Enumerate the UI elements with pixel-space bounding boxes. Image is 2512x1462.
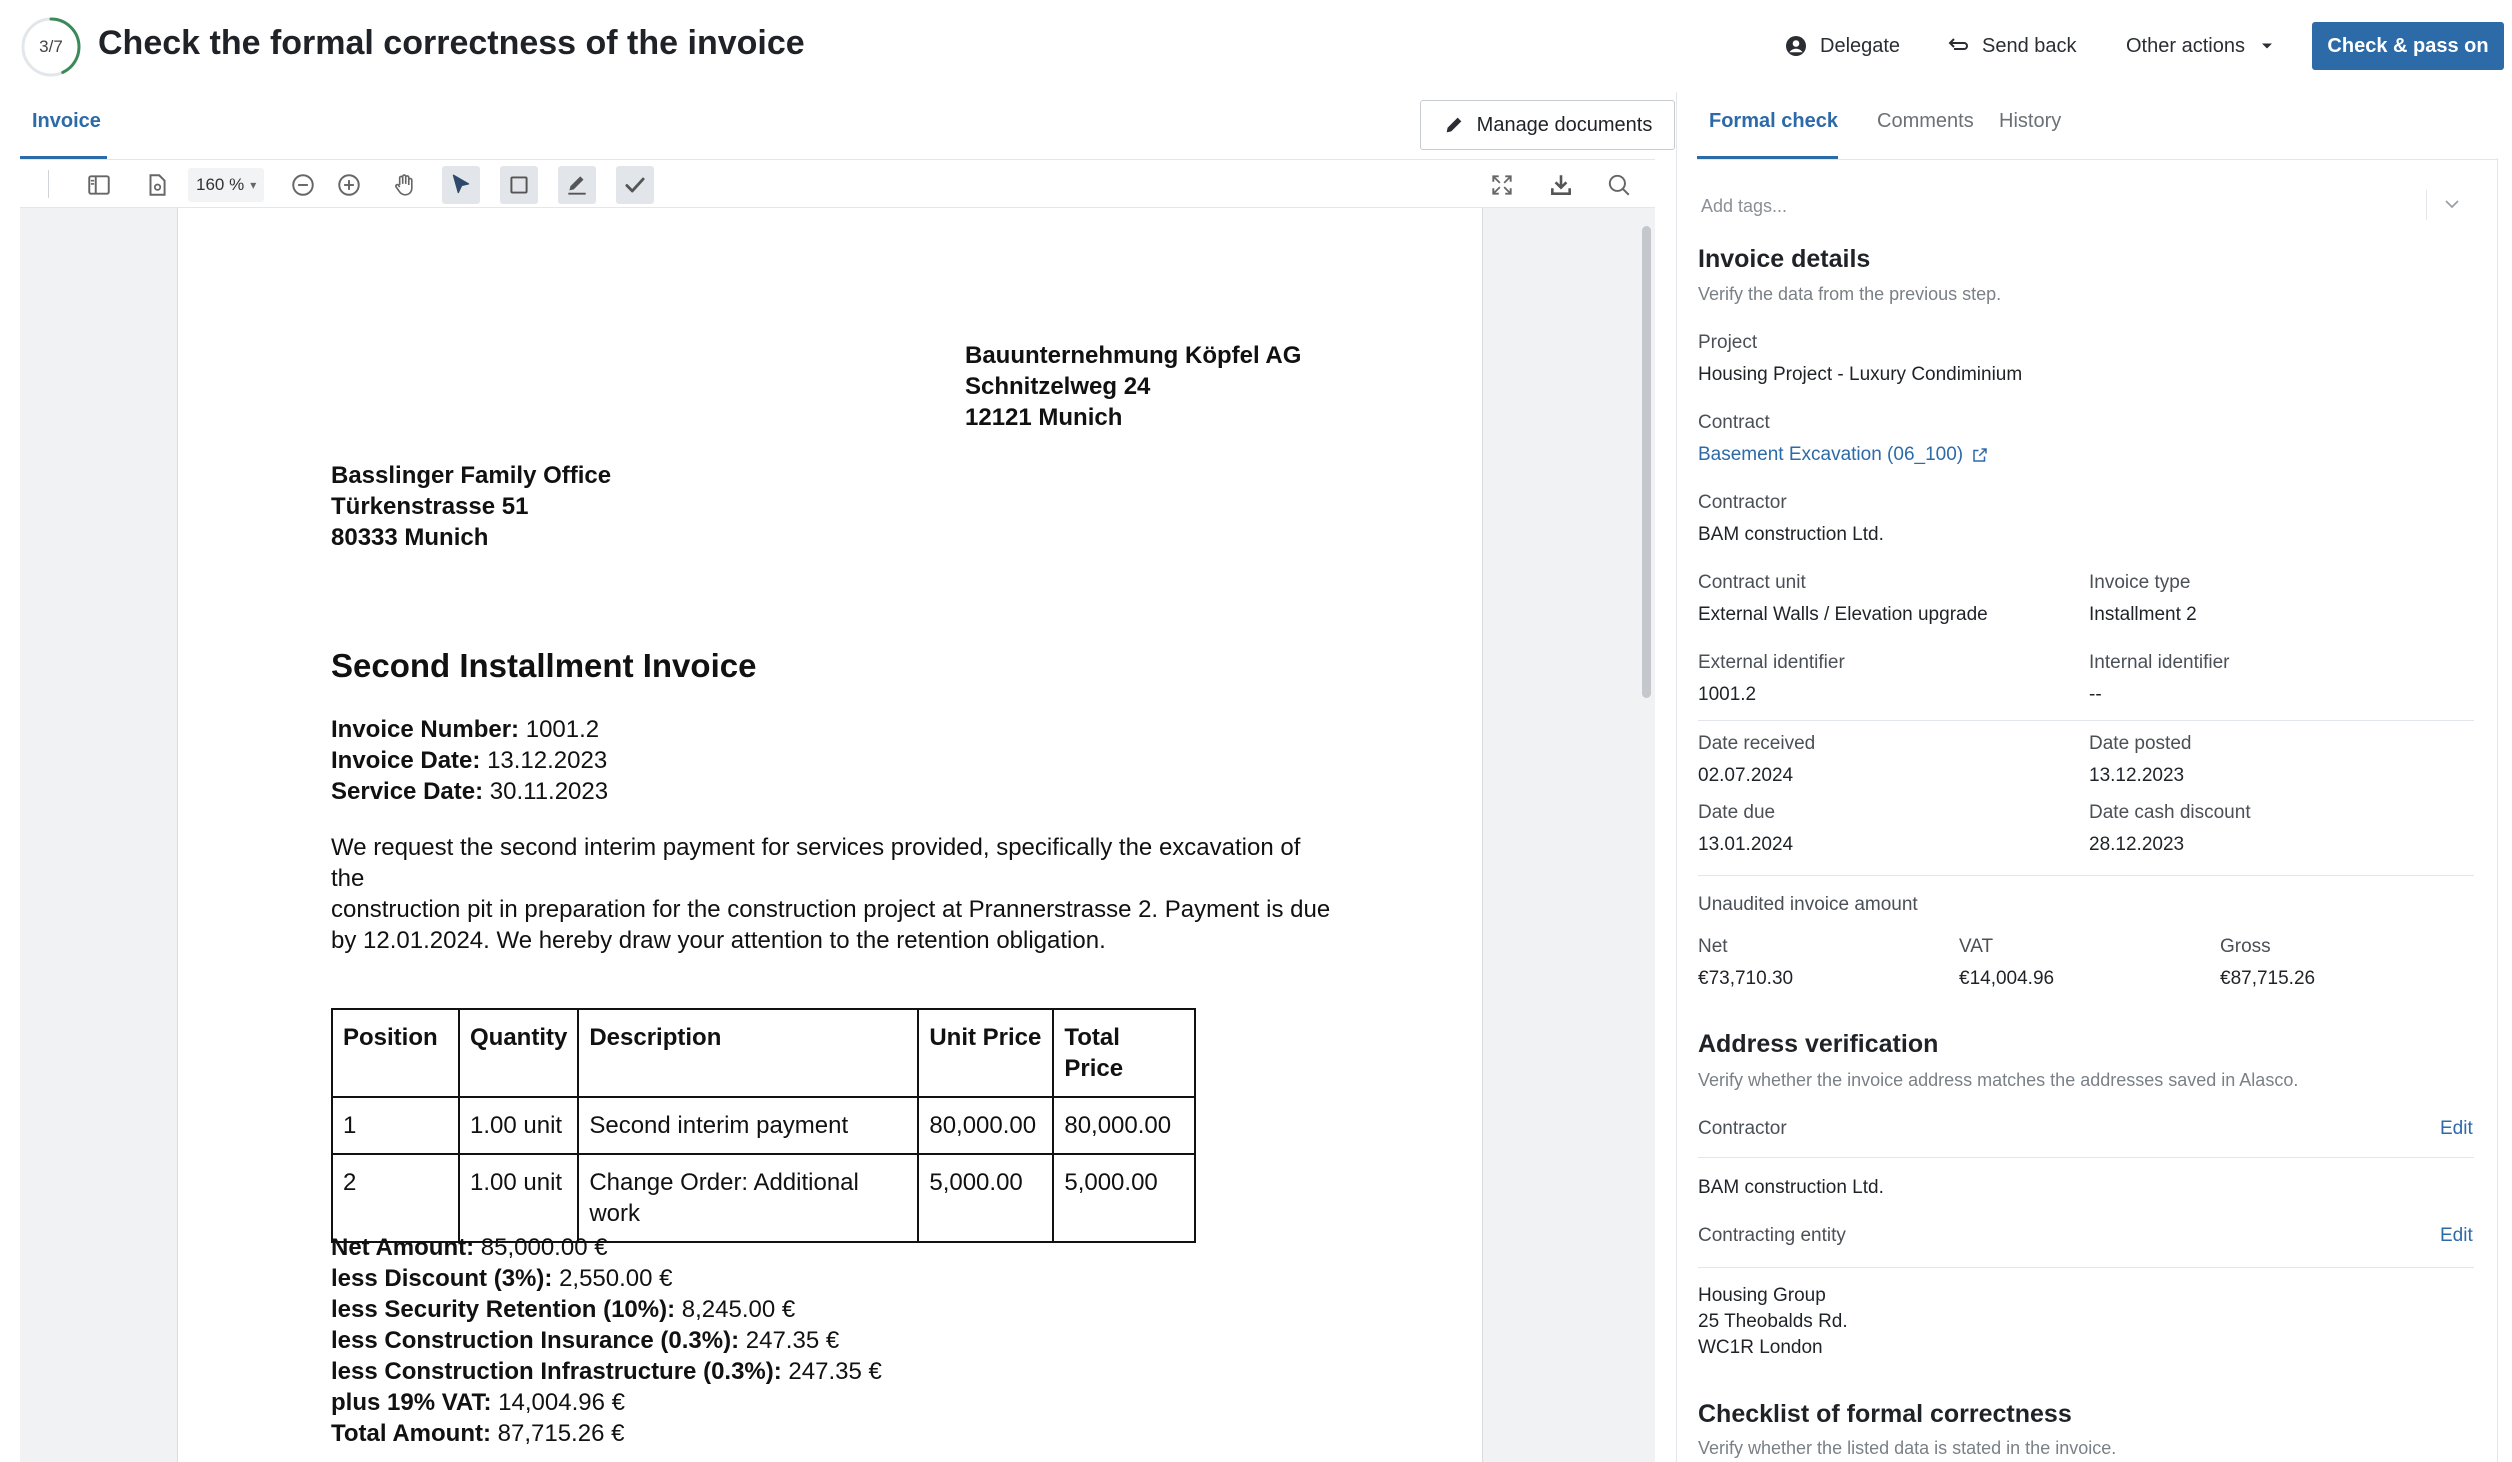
meta-row bbox=[331, 776, 608, 807]
total-row bbox=[331, 1263, 882, 1294]
meta-value: 1001.2 bbox=[525, 716, 600, 743]
invoice-details-title: Invoice details bbox=[1698, 245, 1871, 273]
table-cell: 80,000.00 bbox=[918, 1097, 1053, 1154]
gross-value: €87,715.26 bbox=[2220, 968, 2316, 989]
external-link-icon bbox=[1971, 446, 1989, 464]
recipient-line: Basslinger Family Office bbox=[331, 462, 612, 489]
address-contractor-value: BAM construction Ltd. bbox=[1698, 1177, 1884, 1198]
edit-contracting-entity-link[interactable]: Edit bbox=[2440, 1225, 2473, 1246]
contractor-label: Contractor bbox=[1698, 492, 1787, 513]
address-verification-subtitle: Verify whether the invoice address matches the addresses saved in Alasco. bbox=[1698, 1070, 2299, 1090]
divider bbox=[1698, 1157, 2474, 1158]
date-received-label: Date received bbox=[1698, 733, 1816, 754]
table-cell: 5,000.00 bbox=[1053, 1154, 1195, 1242]
chevron-down-icon: ▾ bbox=[250, 178, 257, 192]
total-label: less Security Retention (10%): bbox=[331, 1296, 676, 1323]
total-row bbox=[331, 1387, 882, 1418]
pdf-toolbar bbox=[20, 160, 1655, 208]
invoice-type-value: Installment 2 bbox=[2089, 604, 2197, 625]
contract-label: Contract bbox=[1698, 412, 1770, 433]
total-value: 85,000.00 € bbox=[480, 1234, 608, 1261]
table-row bbox=[332, 1097, 1195, 1154]
chevron-down-icon[interactable] bbox=[2440, 192, 2464, 216]
external-identifier-value: 1001.2 bbox=[1698, 684, 1757, 705]
internal-identifier-label: Internal identifier bbox=[2089, 652, 2230, 673]
check-and-pass-on-button[interactable]: Check & pass on bbox=[2312, 22, 2504, 70]
page-view-button[interactable] bbox=[138, 166, 176, 204]
document-tabs bbox=[20, 92, 1655, 160]
total-value: 8,245.00 € bbox=[681, 1296, 796, 1323]
entity-address-line: 25 Theobalds Rd. bbox=[1698, 1311, 1848, 1332]
other-actions-dropdown[interactable] bbox=[2126, 28, 2277, 64]
project-value: Housing Project - Luxury Condiminium bbox=[1698, 364, 2023, 385]
total-label: Net Amount: bbox=[331, 1234, 475, 1261]
tab-invoice[interactable]: Invoice bbox=[32, 110, 101, 132]
date-due-label: Date due bbox=[1698, 802, 1776, 823]
edit-contractor-link[interactable]: Edit bbox=[2440, 1118, 2473, 1139]
sender-line: Schnitzelweg 24 bbox=[965, 373, 1151, 400]
pdf-viewer[interactable] bbox=[20, 208, 1655, 1462]
viewer-scrollbar[interactable] bbox=[1642, 226, 1651, 698]
hand-icon bbox=[391, 172, 417, 198]
expand-icon bbox=[1489, 172, 1515, 198]
search-document-button[interactable] bbox=[1600, 166, 1638, 204]
pen-icon bbox=[564, 172, 590, 198]
column-header: Total Price bbox=[1053, 1009, 1195, 1097]
date-posted-label: Date posted bbox=[2089, 733, 2192, 754]
address-contractor-label: Contractor bbox=[1698, 1118, 1787, 1139]
page-title: Check the formal correctness of the invoice bbox=[98, 24, 805, 62]
total-value: 247.35 € bbox=[745, 1327, 840, 1354]
search-icon bbox=[1606, 172, 1632, 198]
progress-counter: 3/7 bbox=[39, 37, 63, 56]
line-items-table bbox=[331, 1008, 1196, 1243]
checklist-title: Checklist of formal correctness bbox=[1698, 1400, 2072, 1428]
toolbar-divider bbox=[48, 170, 49, 198]
sidebar-icon bbox=[86, 172, 112, 198]
pencil-icon bbox=[1443, 114, 1465, 136]
table-cell: Change Order: Additional work bbox=[578, 1154, 918, 1242]
total-value: 14,004.96 € bbox=[498, 1389, 625, 1416]
send-back-icon bbox=[1946, 34, 1970, 58]
vat-label: VAT bbox=[1959, 936, 1994, 957]
cursor-icon bbox=[448, 172, 474, 198]
total-row bbox=[331, 1232, 882, 1263]
net-value: €73,710.30 bbox=[1698, 968, 1794, 989]
gross-label: Gross bbox=[2220, 936, 2271, 957]
fullscreen-button[interactable] bbox=[1483, 166, 1521, 204]
column-header: Description bbox=[578, 1009, 918, 1097]
caret-down-icon bbox=[2257, 36, 2277, 56]
delegate-label: Delegate bbox=[1820, 34, 1901, 57]
divider bbox=[1698, 875, 2474, 876]
checklist-subtitle: Verify whether the listed data is stated in the invoice. bbox=[1698, 1438, 2117, 1458]
paragraph-line: We request the second interim payment for services provided, specifically the excavation of the bbox=[331, 834, 1301, 892]
table-cell: 80,000.00 bbox=[1053, 1097, 1195, 1154]
delegate-button[interactable] bbox=[1784, 28, 1900, 64]
recipient-line: 80333 Munich bbox=[331, 524, 489, 551]
manage-documents-label: Manage documents bbox=[1476, 113, 1653, 136]
project-label: Project bbox=[1698, 332, 1758, 353]
user-circle-icon bbox=[1784, 34, 1808, 58]
rectangle-tool-button[interactable] bbox=[500, 166, 538, 204]
tab-formal-check[interactable]: Formal check bbox=[1709, 110, 1838, 132]
zoom-select[interactable] bbox=[188, 168, 264, 202]
paragraph-line: by 12.01.2024. We hereby draw your attention to the retention obligation. bbox=[331, 927, 1106, 954]
checkmark-icon bbox=[622, 172, 648, 198]
invoice-totals bbox=[331, 1232, 882, 1449]
table-row bbox=[332, 1154, 1195, 1242]
total-label: plus 19% VAT: bbox=[331, 1389, 492, 1416]
zoom-out-icon bbox=[290, 172, 316, 198]
total-row bbox=[331, 1294, 882, 1325]
send-back-button[interactable] bbox=[1946, 28, 2077, 64]
invoice-details-subtitle: Verify the data from the previous step. bbox=[1698, 284, 2002, 304]
table-cell: 5,000.00 bbox=[918, 1154, 1053, 1242]
download-button[interactable] bbox=[1542, 166, 1580, 204]
divider bbox=[1698, 720, 2474, 721]
entity-address-line: Housing Group bbox=[1698, 1285, 1826, 1306]
total-value: 247.35 € bbox=[788, 1358, 882, 1385]
total-value: 87,715.26 € bbox=[497, 1420, 625, 1447]
contract-unit-value: External Walls / Elevation upgrade bbox=[1698, 604, 1988, 625]
divider bbox=[1698, 1267, 2474, 1268]
date-cash-discount-label: Date cash discount bbox=[2089, 802, 2251, 823]
meta-label: Service Date: bbox=[331, 778, 484, 805]
total-label: less Construction Insurance (0.3%): bbox=[331, 1327, 740, 1354]
column-header: Quantity bbox=[459, 1009, 578, 1097]
active-tab-indicator bbox=[1697, 156, 1838, 159]
sender-line: Bauunternehmung Köpfel AG bbox=[965, 342, 1302, 369]
table-cell: 1.00 unit bbox=[459, 1154, 578, 1242]
zoom-out-button[interactable] bbox=[284, 166, 322, 204]
tab-comments[interactable]: Comments bbox=[1877, 110, 1974, 132]
total-row bbox=[331, 1325, 882, 1356]
total-label: Total Amount: bbox=[331, 1420, 491, 1447]
meta-label: Invoice Number: bbox=[331, 716, 520, 743]
zoom-in-button[interactable] bbox=[330, 166, 368, 204]
panel-tabs bbox=[1697, 92, 2497, 160]
contractor-value: BAM construction Ltd. bbox=[1698, 524, 1884, 545]
recipient-address bbox=[331, 460, 611, 553]
meta-row bbox=[331, 745, 608, 776]
zoom-in-icon bbox=[336, 172, 362, 198]
total-row bbox=[331, 1418, 882, 1449]
external-identifier-label: External identifier bbox=[1698, 652, 1845, 673]
entity-address-line: WC1R London bbox=[1698, 1337, 1823, 1358]
contract-unit-label: Contract unit bbox=[1698, 572, 1806, 593]
other-actions-label: Other actions bbox=[2126, 34, 2245, 57]
total-label: less Discount (3%): bbox=[331, 1265, 553, 1292]
tags-input[interactable]: Add tags... bbox=[1701, 196, 1788, 216]
zoom-value: 160 % bbox=[196, 175, 245, 194]
document-icon bbox=[144, 172, 170, 198]
send-back-label: Send back bbox=[1982, 34, 2077, 57]
meta-value: 13.12.2023 bbox=[487, 747, 608, 774]
tags-divider bbox=[2426, 190, 2427, 220]
invoice-paragraph bbox=[331, 832, 1331, 956]
tab-history[interactable]: History bbox=[1999, 110, 2062, 132]
sender-line: 12121 Munich bbox=[965, 404, 1123, 431]
vat-value: €14,004.96 bbox=[1959, 968, 2055, 989]
column-header: Position bbox=[332, 1009, 459, 1097]
meta-row bbox=[331, 714, 608, 745]
total-row bbox=[331, 1356, 882, 1387]
select-tool-button[interactable] bbox=[442, 166, 480, 204]
table-cell: 2 bbox=[332, 1154, 459, 1242]
pdf-page bbox=[177, 208, 1483, 1462]
date-due-value: 13.01.2024 bbox=[1698, 834, 1794, 855]
table-header-row bbox=[332, 1009, 1195, 1097]
sidebar-toggle-button[interactable] bbox=[80, 166, 118, 204]
net-label: Net bbox=[1698, 936, 1728, 957]
active-tab-indicator bbox=[20, 156, 107, 159]
invoice-type-label: Invoice type bbox=[2089, 572, 2191, 593]
contracting-entity-label: Contracting entity bbox=[1698, 1225, 1846, 1246]
table-cell: 1 bbox=[332, 1097, 459, 1154]
date-posted-value: 13.12.2023 bbox=[2089, 765, 2185, 786]
paragraph-line: construction pit in preparation for the construction project at Prannerstrasse 2. Payment is due bbox=[331, 896, 1331, 923]
annotate-tool-button[interactable] bbox=[558, 166, 596, 204]
table-cell: 1.00 unit bbox=[459, 1097, 578, 1154]
invoice-meta bbox=[331, 714, 608, 807]
invoice-title: Second Installment Invoice bbox=[331, 647, 757, 684]
meta-label: Invoice Date: bbox=[331, 747, 481, 774]
date-cash-discount-value: 28.12.2023 bbox=[2089, 834, 2185, 855]
column-header: Unit Price bbox=[918, 1009, 1053, 1097]
meta-value: 30.11.2023 bbox=[489, 778, 609, 805]
total-value: 2,550.00 € bbox=[559, 1265, 673, 1292]
unaudited-amount-label: Unaudited invoice amount bbox=[1698, 894, 1918, 915]
download-icon bbox=[1548, 172, 1574, 198]
contract-link[interactable] bbox=[1698, 444, 1989, 466]
recipient-line: Türkenstrasse 51 bbox=[331, 493, 529, 520]
pan-tool-button[interactable] bbox=[385, 166, 423, 204]
internal-identifier-value: -- bbox=[2089, 684, 2102, 705]
table-cell: Second interim payment bbox=[578, 1097, 918, 1154]
date-received-value: 02.07.2024 bbox=[1698, 765, 1794, 786]
address-verification-title: Address verification bbox=[1698, 1030, 1939, 1058]
total-label: less Construction Infrastructure (0.3%): bbox=[331, 1358, 782, 1385]
approve-tool-button[interactable] bbox=[616, 166, 654, 204]
panel-border bbox=[2497, 158, 2498, 1462]
header bbox=[0, 0, 2512, 92]
sender-address bbox=[965, 340, 1301, 433]
rectangle-icon bbox=[506, 172, 532, 198]
manage-documents-button[interactable] bbox=[1420, 100, 1675, 150]
contract-link-text: Basement Excavation (06_100) bbox=[1698, 444, 1964, 465]
